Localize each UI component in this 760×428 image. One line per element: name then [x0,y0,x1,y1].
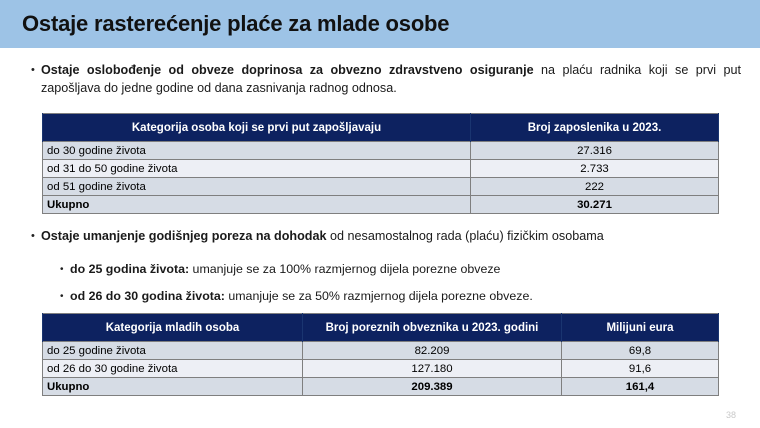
bullet-1-text [41,62,741,97]
page-number: 38 [725,410,736,420]
table1-header-count: Broj zaposlenika u 2023. [471,114,719,142]
sub-bullet-item-1 [60,261,750,279]
table2-header-millions: Milijuni eura [562,314,719,342]
table2-row1-taxpayers: 127.180 [303,360,562,378]
sub-bullet-1-rest: umanjuje se za 100% razmjernog dijela porezne obveze [189,262,501,276]
table-total-row [43,378,719,396]
table1-row1-category: od 31 do 50 godine života [43,160,471,178]
table2-total-taxpayers: 209.389 [303,378,562,396]
table1-row2-value: 222 [471,178,719,196]
sub-bullet-2-bold: od 26 do 30 godina života: [70,289,225,303]
bullet-2-text [41,228,604,246]
sub-bullet-1-text [70,261,500,279]
table1-total-label: Ukupno [43,196,471,214]
bullet-marker-icon: • [31,64,35,76]
bullet-2-bold: Ostaje umanjenje godišnjeg poreza na dohodak [41,229,327,243]
bullet-marker-icon: • [31,230,35,242]
taxpayers-table [42,313,719,396]
table-row [43,160,719,178]
sub-bullet-marker-icon: • [60,291,64,302]
employees-table [42,113,719,214]
table1-row1-value: 2.733 [471,160,719,178]
slide-title-bar [0,0,760,48]
bullet-1-bold: Ostaje oslobođenje od obveze doprinosa za obvezno zdravstveno osiguranje [41,63,534,77]
table1-row0-category: do 30 godine života [43,142,471,160]
table2-total-millions: 161,4 [562,378,719,396]
sub-bullet-marker-icon: • [60,264,64,275]
table-row [43,360,719,378]
table-row [43,342,719,360]
table-header-row [43,114,719,142]
table2-row1-category: od 26 do 30 godine života [43,360,303,378]
bullet-1-rest: na plaću radnika koji se prvi put zapošljava do jedne godine od dana zasnivanja radnog odnosa. [41,63,741,95]
table2-header-category: Kategorija mladih osoba [43,314,303,342]
table1-total-value: 30.271 [471,196,719,214]
table2-total-label: Ukupno [43,378,303,396]
bullet-item-2 [31,228,743,246]
table-header-row [43,314,719,342]
table2-row0-category: do 25 godine života [43,342,303,360]
table2-row0-millions: 69,8 [562,342,719,360]
page-title: Ostaje rasterećenje plaće za mlade osobe [22,11,450,36]
sub-bullet-1-bold: do 25 godina života: [70,262,190,276]
table2-row0-taxpayers: 82.209 [303,342,562,360]
sub-bullet-2-rest: umanjuje se za 50% razmjernog dijela porezne obveze. [224,289,533,303]
table1-row0-value: 27.316 [471,142,719,160]
table1-row2-category: od 51 godine života [43,178,471,196]
table1-header-category: Kategorija osoba koji se prvi put zapošljavaju [43,114,471,142]
table2-header-taxpayers: Broj poreznih obveznika u 2023. godini [303,314,562,342]
bullet-item-1 [31,62,743,97]
sub-bullet-item-2 [60,288,750,306]
table-row [43,178,719,196]
table2-row1-millions: 91,6 [562,360,719,378]
table-row [43,142,719,160]
bullet-2-rest: od nesamostalnog rada (plaću) fizičkim osobama [326,229,604,243]
sub-bullet-2-text [70,288,533,306]
table-total-row [43,196,719,214]
